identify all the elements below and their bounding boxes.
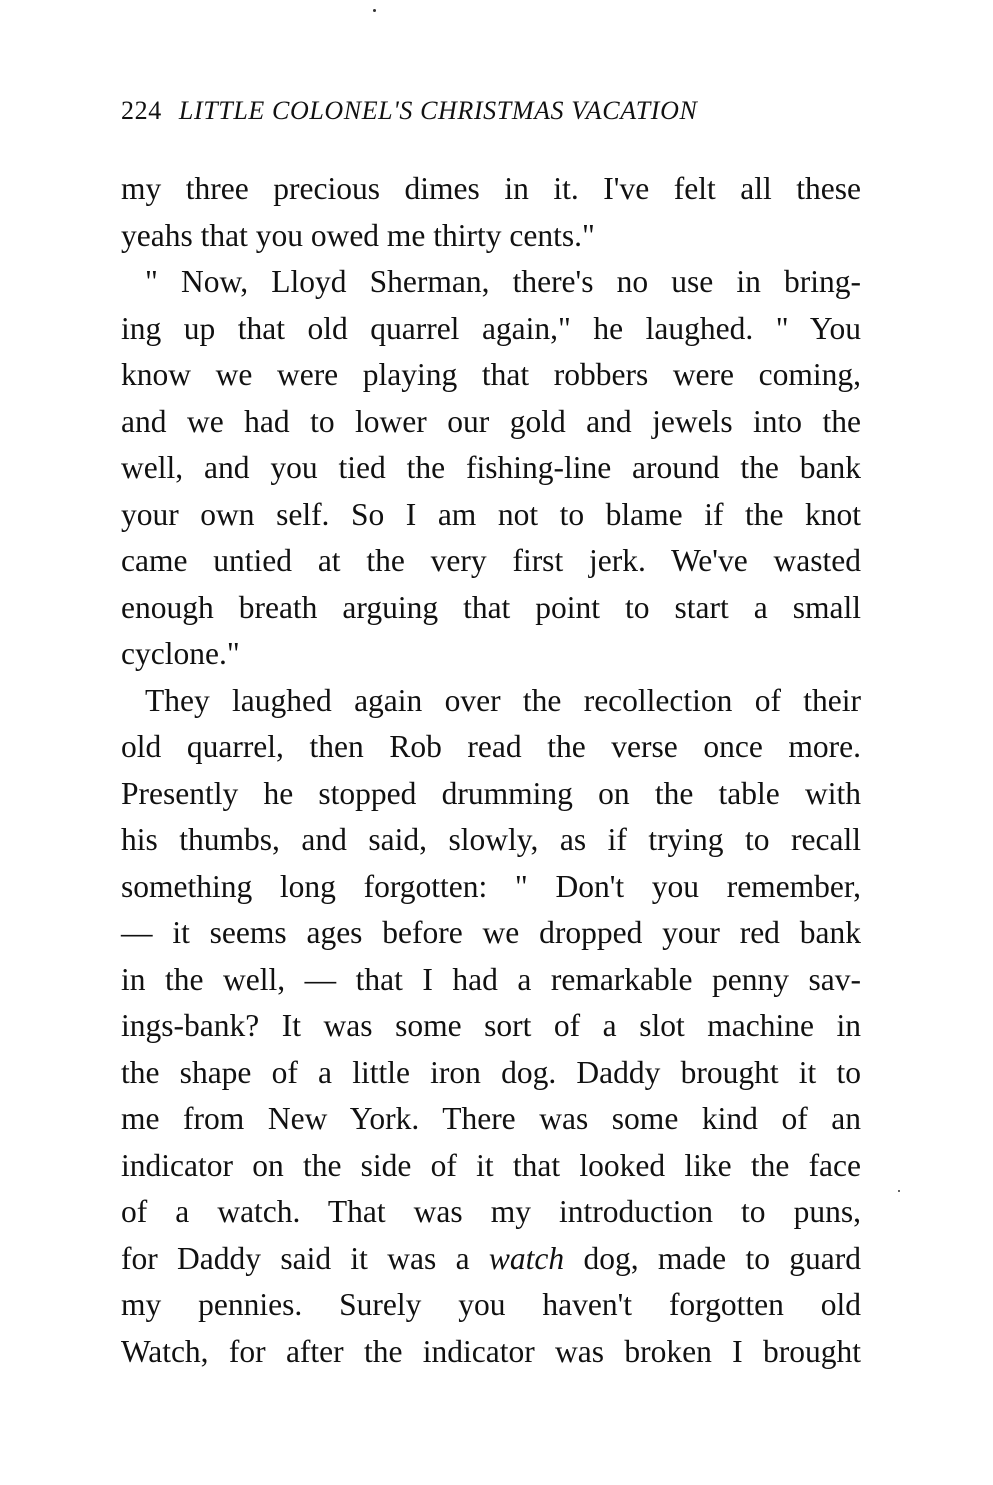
- text-line: old quarrel, then Rob read the verse once more.: [121, 729, 861, 764]
- body-text: [121, 166, 861, 1375]
- text-line: ing up that old quarrel again," he laughed. " You: [121, 310, 861, 346]
- text-line: in the well, — that I had a remarkable penny sav-: [121, 961, 861, 997]
- text-line: indicator on the side of it that looked like the face: [121, 1147, 861, 1183]
- page-number: 224: [121, 96, 162, 125]
- text-line: my pennies. Surely you haven't forgotten old: [121, 1287, 861, 1322]
- text-line: Presently he stopped drumming on the table with: [121, 775, 861, 811]
- text-line: my three precious dimes in it. I've felt all these: [121, 171, 861, 206]
- text-line: ings-bank? It was some sort of a slot machine in: [121, 1008, 861, 1043]
- text-line: yeahs that you owed me thirty cents.": [121, 217, 595, 253]
- text-line: cyclone.": [121, 636, 240, 671]
- text-line: They laughed again over the recollection of their: [145, 682, 861, 718]
- text-line: — it seems ages before we dropped your red bank: [121, 915, 861, 950]
- text-line: Watch, for after the indicator was broken I brought: [121, 1333, 861, 1369]
- running-head: [121, 96, 861, 126]
- running-title: LITTLE COLONEL'S CHRISTMAS VACATION: [178, 96, 698, 125]
- scan-speck: [373, 9, 376, 12]
- text-line: of a watch. That was my introduction to puns,: [121, 1194, 861, 1229]
- scan-speck: [898, 1190, 900, 1192]
- text-line: your own self. So I am not to blame if the knot: [121, 496, 861, 532]
- text-line: well, and you tied the fishing-line around the bank: [121, 450, 861, 485]
- text-line: know we were playing that robbers were coming,: [121, 357, 861, 392]
- text-line: came untied at the very first jerk. We've wasted: [121, 543, 861, 578]
- text-line: me from New York. There was some kind of an: [121, 1101, 861, 1136]
- text-line: the shape of a little iron dog. Daddy brought it to: [121, 1054, 861, 1090]
- text-line: enough breath arguing that point to start a small: [121, 589, 861, 625]
- text-line: his thumbs, and said, slowly, as if trying to recall: [121, 822, 861, 857]
- text-line: and we had to lower our gold and jewels into the: [121, 403, 861, 439]
- emphasis-word: watch: [488, 1240, 565, 1276]
- text-line: for Daddy said it was a watch dog, made to guard: [121, 1240, 861, 1276]
- text-line: something long forgotten: " Don't you remember,: [121, 868, 861, 904]
- text-line: " Now, Lloyd Sherman, there's no use in bring-: [145, 264, 861, 299]
